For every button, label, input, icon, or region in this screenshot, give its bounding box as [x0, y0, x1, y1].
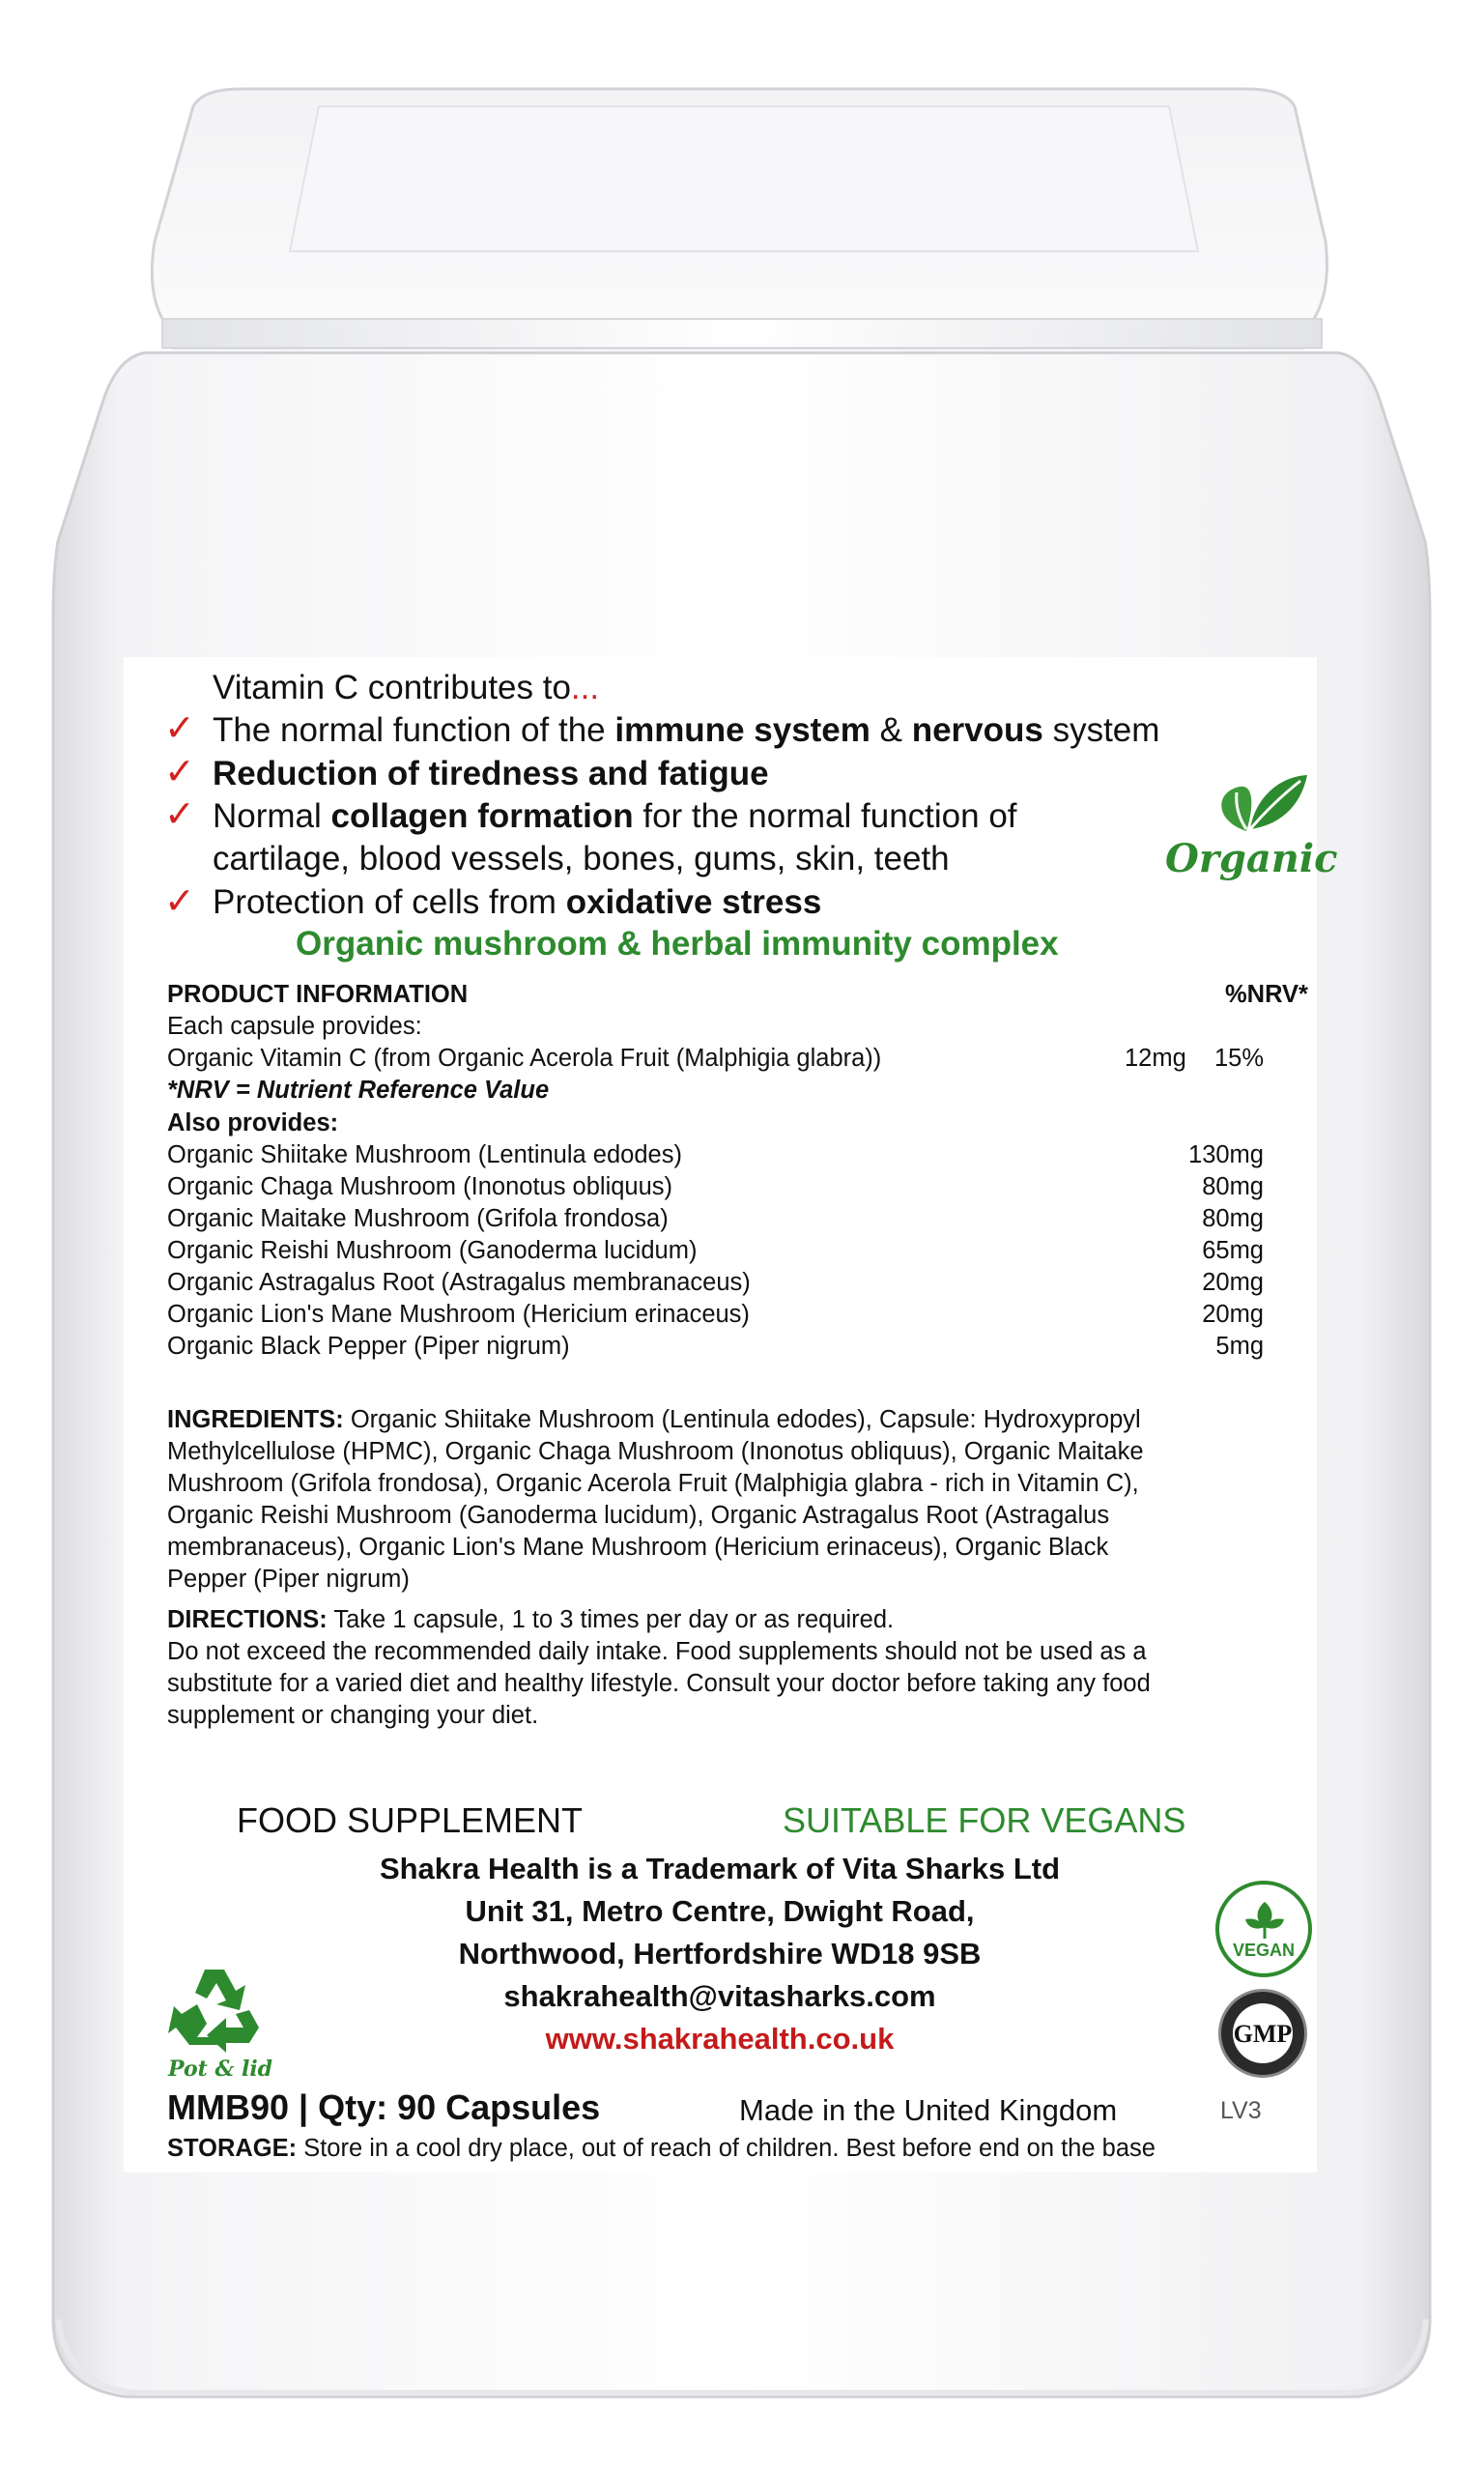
table-row-amount: 5mg	[1215, 1333, 1264, 1360]
address-line: Unit 31, Metro Centre, Dwight Road,	[465, 1894, 975, 1928]
vegan-leaf-icon	[1245, 1898, 1284, 1939]
table-row-name: Organic Astragalus Root (Astragalus membranaceus)	[167, 1269, 751, 1296]
gmp-badge	[1218, 1989, 1307, 2078]
claim-4: Protection of cells from oxidative stress	[213, 883, 822, 921]
address-line: Shakra Health is a Trademark of Vita Sharks Ltd	[379, 1852, 1061, 1885]
food-supplement: FOOD SUPPLEMENT	[237, 1800, 584, 1840]
directions-line: substitute for a varied diet and healthy lifestyle. Consult your doctor before taking any food	[167, 1670, 1151, 1697]
directions-line: supplement or changing your diet.	[167, 1702, 539, 1729]
ingredients-line-1: INGREDIENTS: Organic Shiitake Mushroom (Lentinula edodes), Capsule: Hydroxypropyl	[167, 1406, 1141, 1433]
table-row-amount: 20mg	[1202, 1269, 1264, 1296]
organic-badge-text: Organic	[1165, 836, 1338, 881]
ingredients-line: membranaceus), Organic Lion's Mane Mushroom (Hericium erinaceus), Organic Black	[167, 1534, 1109, 1561]
label-version: LV3	[1220, 2097, 1262, 2124]
suitable-for-vegans: SUITABLE FOR VEGANS	[783, 1800, 1186, 1840]
ingredients-line: Mushroom (Grifola frondosa), Organic Acerola Fruit (Malphigia glabra - rich in Vitamin C),	[167, 1470, 1139, 1497]
ingredients-line: Methylcellulose (HPMC), Organic Chaga Mushroom (Inonotus obliquus), Organic Maitake	[167, 1438, 1144, 1465]
vegan-badge	[1215, 1881, 1312, 1977]
vitamin-c-nrv: 15%	[1213, 1045, 1264, 1072]
each-capsule: Each capsule provides:	[167, 1013, 422, 1040]
contact-email: shakrahealth@vitasharks.com	[503, 1979, 936, 2013]
nrv-header: %NRV*	[1225, 981, 1308, 1008]
table-row-name: Organic Shiitake Mushroom (Lentinula edodes)	[167, 1141, 682, 1168]
also-provides: Also provides:	[167, 1109, 339, 1136]
recycle-caption: Pot & lid	[168, 2057, 273, 2082]
table-row-amount: 80mg	[1202, 1205, 1264, 1232]
table-row-amount: 80mg	[1202, 1173, 1264, 1200]
check-icon: ✓	[164, 750, 195, 792]
check-icon: ✓	[164, 706, 195, 749]
lid-rim	[162, 319, 1322, 348]
table-row-name: Organic Chaga Mushroom (Inonotus obliquus)	[167, 1173, 673, 1200]
ingredients-line: Organic Reishi Mushroom (Ganoderma lucidum), Organic Astragalus Root (Astragalus	[167, 1502, 1110, 1529]
check-icon: ✓	[164, 792, 195, 835]
table-row-amount: 130mg	[1188, 1141, 1264, 1168]
claim-1: The normal function of the immune system & nervous system	[213, 711, 1160, 749]
made-in: Made in the United Kingdom	[739, 2093, 1118, 2127]
supplement-label	[124, 657, 1338, 2172]
table-row-name: Organic Reishi Mushroom (Ganoderma lucidum)	[167, 1237, 698, 1264]
lid-top-face	[290, 106, 1198, 251]
directions-line-1: DIRECTIONS: Take 1 capsule, 1 to 3 times per day or as required.	[167, 1606, 895, 1633]
subheading: Organic mushroom & herbal immunity complex	[296, 925, 1059, 963]
table-row-amount: 65mg	[1202, 1237, 1264, 1264]
claim-3: Normal collagen formation for the normal function of	[213, 797, 1017, 835]
product-info-title: PRODUCT INFORMATION	[167, 981, 469, 1008]
table-row-name: Organic Black Pepper (Piper nigrum)	[167, 1333, 570, 1360]
address-line: Northwood, Hertfordshire WD18 9SB	[458, 1937, 982, 1971]
claim-3-line2: cartilage, blood vessels, bones, gums, skin, teeth	[213, 840, 950, 877]
vitamin-c-name: Organic Vitamin C (from Organic Acerola Fruit (Malphigia glabra))	[167, 1045, 882, 1072]
vegan-badge-text: VEGAN	[1232, 1941, 1295, 1960]
gmp-badge-text: GMP	[1233, 2020, 1293, 2048]
vitamin-c-amount: 12mg	[1125, 1045, 1186, 1072]
website-link[interactable]: www.shakrahealth.co.uk	[545, 2022, 895, 2056]
table-row-name: Organic Maitake Mushroom (Grifola frondosa)	[167, 1205, 669, 1232]
recycle-icon	[164, 1962, 271, 2058]
nrv-note: *NRV = Nutrient Reference Value	[167, 1077, 550, 1104]
table-row-amount: 20mg	[1202, 1301, 1264, 1328]
claim-2: Reduction of tiredness and fatigue	[213, 755, 769, 792]
organic-leaf-icon	[1186, 754, 1312, 841]
sku-quantity: MMB90 | Qty: 90 Capsules	[167, 2087, 601, 2127]
directions-line: Do not exceed the recommended daily intake. Food supplements should not be used as a	[167, 1638, 1147, 1665]
table-row-name: Organic Lion's Mane Mushroom (Hericium erinaceus)	[167, 1301, 750, 1328]
check-icon: ✓	[164, 879, 195, 922]
claims-intro: Vitamin C contributes to...	[213, 669, 600, 706]
storage-line: STORAGE: Store in a cool dry place, out of reach of children. Best before end on the base	[167, 2135, 1156, 2162]
ingredients-line: Pepper (Piper nigrum)	[167, 1566, 410, 1593]
